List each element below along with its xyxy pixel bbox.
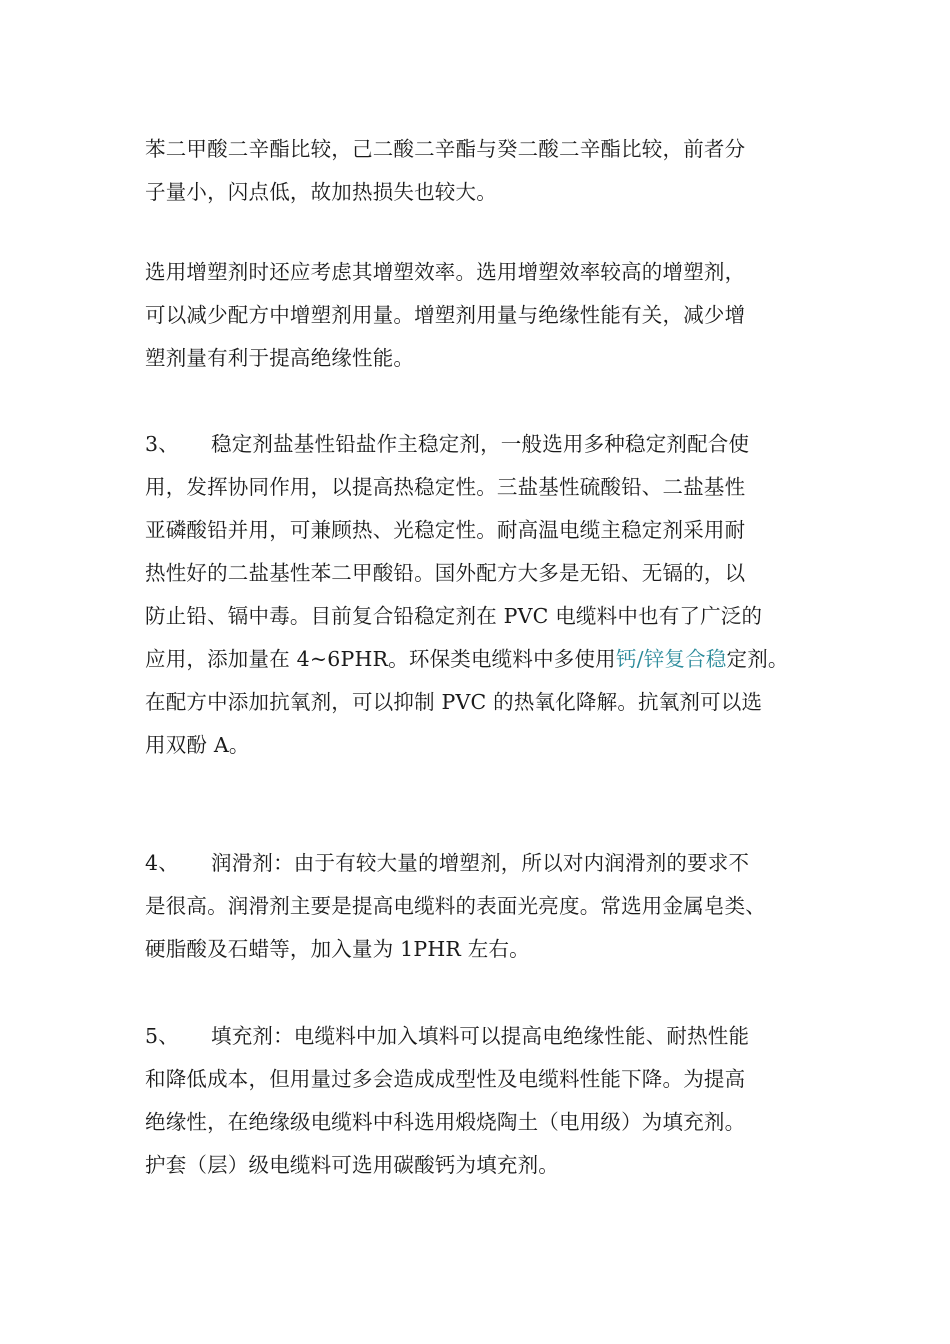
text-line: 是很高。润滑剂主要是提高电缆料的表面光亮度。常选用金属皂类、 [145,894,766,918]
item-number: 5、 [145,1024,179,1048]
paragraph-plasticizer-loss [145,128,815,214]
item-number: 3、 [145,432,179,456]
text-line: 防止铅、镉中毒。目前复合铅稳定剂在 PVC 电缆料中也有了广泛的 [145,604,763,628]
text-line: 用，发挥协同作用，以提高热稳定性。三盐基性硫酸铅、二盐基性 [145,475,746,499]
text-line: 用双酚 A。 [145,733,250,757]
paragraph-stabilizer [145,423,815,767]
text-line: 热性好的二盐基性苯二甲酸铅。国外配方大多是无铅、无镉的，以 [145,561,746,585]
paragraph-lubricant [145,842,815,971]
text-line: 子量小，闪点低，故加热损失也较大。 [145,180,497,204]
text-line: 和降低成本，但用量过多会造成成型性及电缆料性能下降。为提高 [145,1067,746,1091]
text-segment: 定剂。 [726,647,789,671]
paragraph-plasticizer-efficiency [145,251,815,380]
text-line [145,842,815,885]
text-line: 塑剂量有利于提高绝缘性能。 [145,346,415,370]
text-line: 绝缘性，在绝缘级电缆料中科选用煅烧陶土（电用级）为填充剂。 [145,1110,746,1134]
text-segment: 润滑剂：由于有较大量的增塑剂，所以对内润滑剂的要求不 [211,851,750,875]
text-line [145,638,815,681]
text-segment: 应用，添加量在 4~6PHR。环保类电缆料中多使用 [145,647,616,671]
paragraph-filler [145,1015,815,1187]
text-line: 硬脂酸及石蜡等，加入量为 1PHR 左右。 [145,937,530,961]
text-line: 可以减少配方中增塑剂用量。增塑剂用量与绝缘性能有关，减少增 [145,303,746,327]
text-line: 在配方中添加抗氧剂，可以抑制 PVC 的热氧化降解。抗氧剂可以选 [145,690,763,714]
text-line [145,423,815,466]
text-line: 苯二甲酸二辛酯比较，己二酸二辛酯与癸二酸二辛酯比较，前者分 [145,137,746,161]
calcium-zinc-stabilizer-link[interactable]: 钙/锌复合稳 [615,647,727,671]
text-line: 选用增塑剂时还应考虑其增塑效率。选用增塑效率较高的增塑剂， [145,260,746,284]
text-line [145,1015,815,1058]
text-segment: 填充剂：电缆料中加入填料可以提高电绝缘性能、耐热性能 [211,1024,750,1048]
item-number: 4、 [145,851,179,875]
text-line: 亚磷酸铅并用，可兼顾热、光稳定性。耐高温电缆主稳定剂采用耐 [145,518,746,542]
text-line: 护套（层）级电缆料可选用碳酸钙为填充剂。 [145,1153,559,1177]
text-segment: 稳定剂盐基性铅盐作主稳定剂，一般选用多种稳定剂配合使 [211,432,750,456]
